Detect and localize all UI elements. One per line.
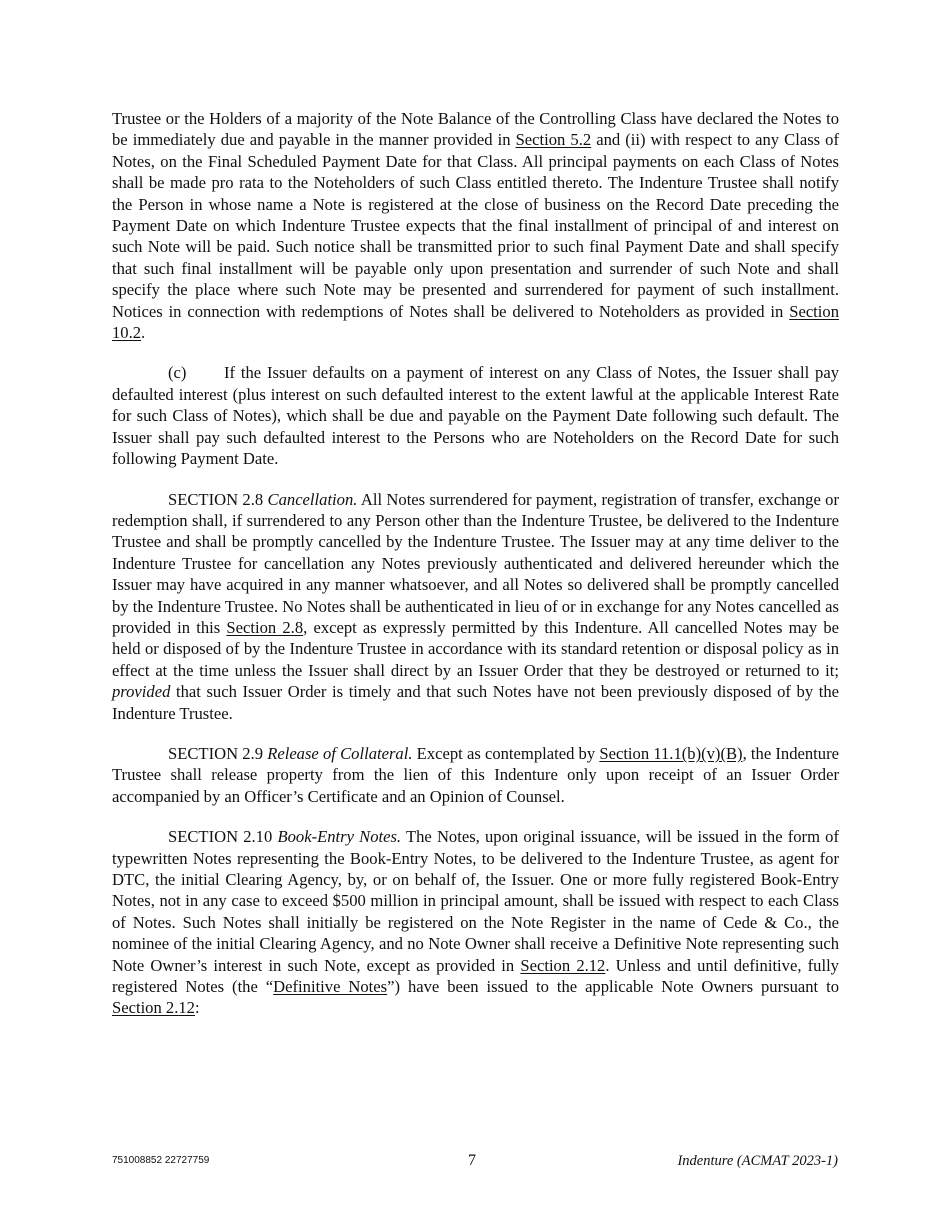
paragraph-text: , except as expressly permitted by this Indenture. All cancelled Notes may be held or disposed of by the Indenture Trustee in accordance with its standard retention or disposal policy as in effect at the time unless the Issuer shall direct by an Issuer Order that they be destroyed or returned to it; — [112, 617, 839, 680]
page-number: 7 — [468, 1152, 476, 1169]
section-2-8-cancellation — [112, 489, 839, 724]
paragraph-text: Trustee or the Holders of a majority of the Note Balance of the Controlling Class have declared the Notes to be immediately due and payable in the manner provided in — [112, 109, 839, 150]
paragraph-text: : — [194, 998, 200, 1018]
defined-term: Definitive Notes — [273, 977, 388, 997]
section-reference: Section 2.12 — [520, 955, 606, 975]
paragraph-text: The Notes, upon original issuance, will be issued in the form of typewritten Notes representing the Book-Entry Notes, to be delivered to the Indenture Trustee, as agent for DTC, the initial Clearing Agency, by, or on behalf of, the Issuer. One or more fully registered Book-Entry Notes, not in any case to exceed $500 million in principal amount, shall be issued with respect to each Class of Notes. Such Notes shall initially be registered on the Note Register in the name of Cede & Co., the nominee of the initial Clearing Agency, and no Note Owner shall receive a Definitive Note representing such Note Owner’s interest in such Note, except as provided in — [112, 827, 839, 975]
footer-document-title: Indenture (ACMAT 2023-1) — [677, 1153, 838, 1169]
clause-label: (c) — [168, 363, 187, 383]
section-number: SECTION 2.10 — [168, 827, 278, 847]
emphasis-text: provided — [112, 682, 171, 702]
footer-document-id: 751008852 22727759 — [112, 1155, 210, 1166]
paragraph-text: ”) have been issued to the applicable Note Owners pursuant to — [387, 977, 839, 997]
section-2-10-book-entry-notes — [112, 826, 839, 1019]
section-reference: Section 11.1(b)(v)(B) — [599, 743, 743, 763]
paragraph-defaulted-interest — [112, 362, 839, 469]
section-2-9-release-of-collateral — [112, 743, 839, 807]
section-reference: Section 2.12 — [112, 998, 195, 1018]
paragraph-text: . Unless and until definitive, fully registered Notes (the “ — [112, 955, 839, 997]
paragraph-payment-terms — [112, 108, 839, 343]
section-heading: Book-Entry Notes. — [277, 827, 402, 847]
section-reference: Section 10.2 — [112, 301, 839, 343]
section-number: SECTION 2.9 — [168, 743, 268, 763]
paragraph-text: All Notes surrendered for payment, registration of transfer, exchange or redemption shall, if surrendered to any Person other than the Indenture Trustee, be delivered to the Indenture Trustee and shall be promptly cancelled by the Indenture Trustee. The Issuer may at any time deliver to the Indenture Trustee for cancellation any Notes previously authenticated and delivered hereunder which the Issuer may have acquired in any manner whatsoever, and all Notes so delivered shall be promptly cancelled by the Indenture Trustee. No Notes shall be authenticated in lieu of or in exchange for any Notes cancelled as provided in this — [112, 489, 839, 637]
paragraph-text: . — [141, 323, 146, 343]
paragraph-text: Except as contemplated by — [412, 743, 600, 763]
section-heading: Cancellation. — [267, 489, 358, 509]
paragraph-text: and (ii) with respect to any Class of Notes, on the Final Scheduled Payment Date for that Class. All principal payments on each Class of Notes shall be made pro rata to the Noteholders of such Class entitled thereto. The Indenture Trustee shall notify the Person in whose name a Note is registered at the close of business on the Record Date preceding the Payment Date on which Indenture Trustee expects that the final installment of principal of and interest on such Note will be paid. Such notice shall be transmitted prior to such final Payment Date and shall specify that such final installment will be payable only upon presentation and surrender of such Note and shall specify the place where such Note may be presented and surrendered for payment of such installment. Notices in connection with redemptions of Notes shall be delivered to Noteholders as provided in — [112, 130, 839, 321]
section-reference: Section 2.8 — [226, 617, 304, 637]
paragraph-text: that such Issuer Order is timely and that such Notes have not been previously disposed of by the Indenture Trustee. — [112, 682, 839, 723]
document-body — [112, 108, 839, 1038]
paragraph-text: , the Indenture Trustee shall release property from the lien of this Indenture only upon receipt of an Issuer Order accompanied by an Officer’s Certificate and an Opinion of Counsel. — [112, 743, 839, 806]
section-heading: Release of Collateral. — [267, 743, 413, 763]
paragraph-text: If the Issuer defaults on a payment of interest on any Class of Notes, the Issuer shall pay defaulted interest (plus interest on such defaulted interest to the extent lawful at the applicable Interest Rate for such Class of Notes), which shall be due and payable on the Payment Date following such default. The Issuer shall pay such defaulted interest to the Persons who are Noteholders on the Record Date for such following Payment Date. — [112, 363, 839, 469]
section-reference: Section 5.2 — [515, 130, 592, 150]
section-number: SECTION 2.8 — [168, 489, 268, 509]
